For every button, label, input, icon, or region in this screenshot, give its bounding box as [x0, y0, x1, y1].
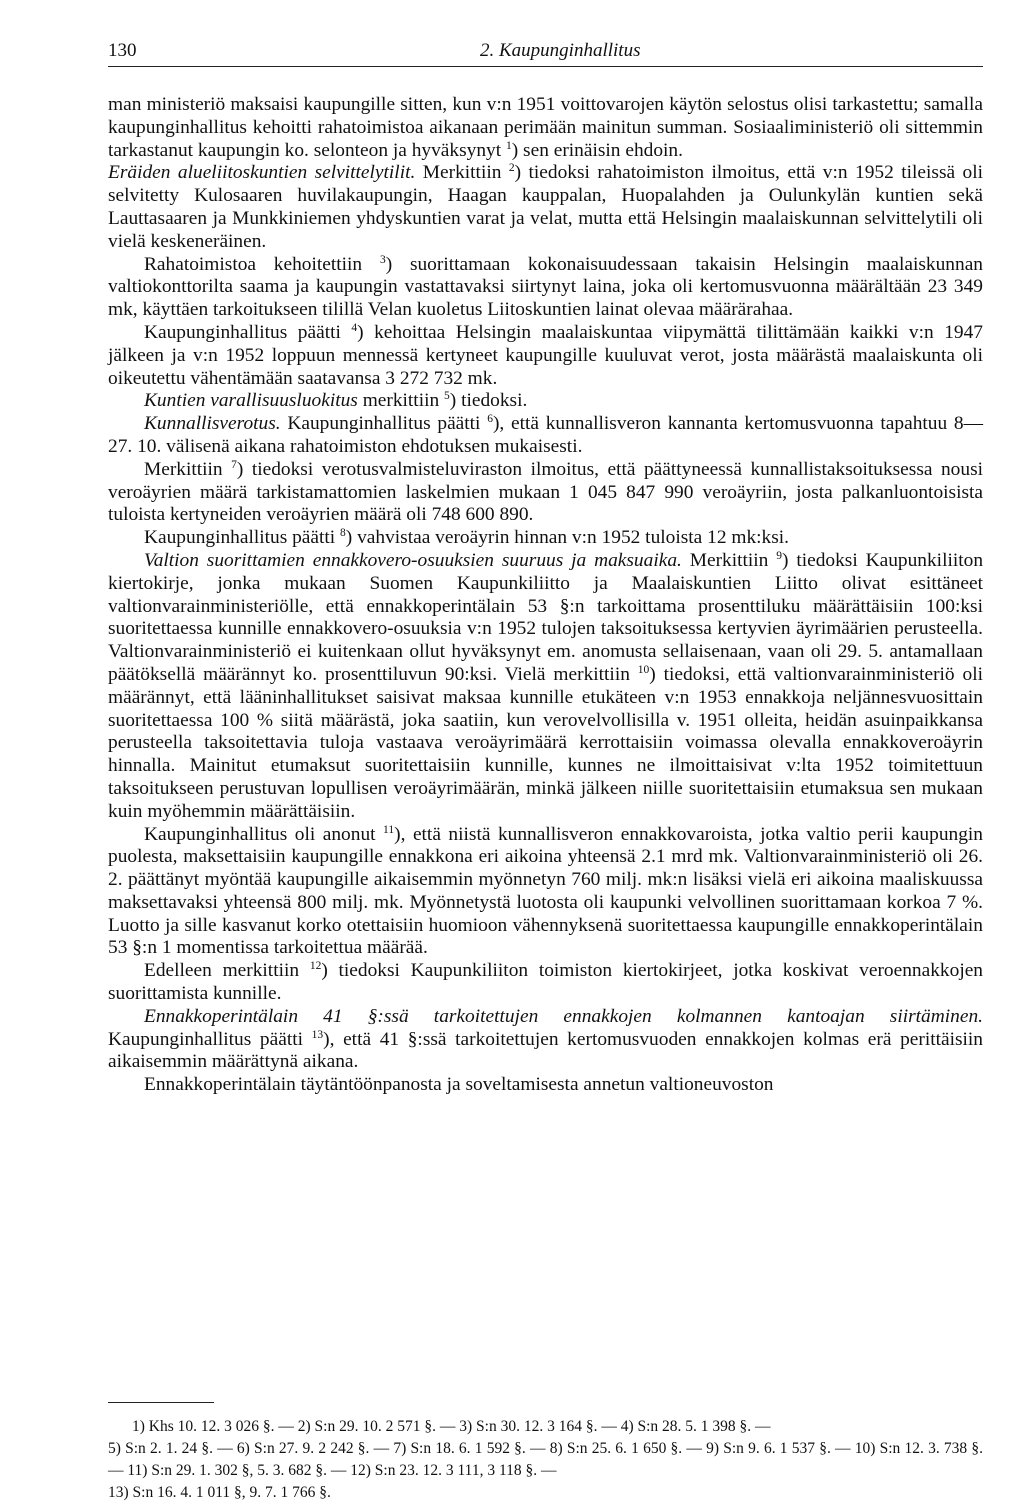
- footnote-ref: 9: [776, 549, 782, 562]
- paragraph: man ministeriö maksaisi kaupungille sitten, kun v:n 1951 voittovarojen käytön selostus olisi tarkastettu; samalla kaupunginhallitus kehoitti rahatoimistoa aikanaan perimään mainitun summan. Sosiaaliministeriö oli sittemmin tarkastanut kaupungin ko. selonteon ja hyväksynyt $^1$) sen erinäisin ehdoin.: [108, 94, 983, 161]
- footnote-ref: 3: [379, 253, 386, 266]
- header-rule: [108, 66, 983, 67]
- paragraph: Kaupunginhallitus päätti $^8$) vahvistaa veroäyrin hinnan v:n 1952 tuloista 12 mk:ksi.: [144, 527, 790, 549]
- footnote-ref: 8: [340, 527, 346, 540]
- page-number: 130: [108, 40, 137, 61]
- paragraph: Eräiden alueliitoskuntien selvittelytilit. Merkittiin $^2$) tiedoksi rahatoimiston ilmoitus, että v:n 1952 tileissä oli selvitetty Kulosaaren huvilakaupungin, Haagan kauppalan, Huopalahden ja Oulunkylän kuntien sekä Lauttasaaren ja Munkkiniemen yhdyskuntien varat ja velat, mutta että Helsingin maalaiskunnan selvittelytili oli vielä keskeneräinen.: [108, 162, 984, 252]
- section-heading: Kuntien varallisuusluokitus: [144, 390, 358, 412]
- footnote-ref: 7: [231, 458, 237, 471]
- document-page: [108, 36, 984, 1096]
- footnote-line: 13) S:n 16. 4. 1 011 §, 9. 7. 1 766 §.: [108, 1484, 331, 1501]
- section-heading: Valtion suorittamien ennakkovero-osuuksien suuruus ja maksuaika.: [144, 549, 682, 571]
- footnote-ref: 6: [487, 413, 493, 426]
- paragraph: Kuntien varallisuusluokitus merkittiin $^5$) tiedoksi.: [144, 390, 528, 412]
- paragraph: Kunnallisverotus. Kaupunginhallitus päätti $^6$), että kunnallisveron kannanta kertomusvuonna tapahtuu 8—27. 10. välisenä aikana rahatoimiston ehdotuksen mukaisesti.: [108, 413, 983, 457]
- footnote-ref: 2: [508, 162, 515, 175]
- footnote-ref: 1: [505, 139, 512, 152]
- footnote-ref: 11: [383, 823, 395, 836]
- body-text: [108, 94, 983, 1097]
- paragraph: Kaupunginhallitus oli anonut $^{11}$), että niistä kunnallisveron ennakkovaroista, jotka valtio perii kaupungin puolesta, maksettaisiin kaupungille ennakkona eri aikoina yhteensä 2.1 mrd mk. Valtionvarainministeriö oli 26. 2. päättänyt myöntää kaupungille aikaisemmin myönnetyn 760 milj. mk:n lisäksi vielä eri aikoina maaliskuussa maksettavaksi yhteensä 800 milj. mk. Myönnetystä luotosta oli kaupunki velvollinen suorittamaan korkoa 7 %. Luotto ja sille kasvanut korko otettaisiin huomioon vähennyksenä suoritettaessa kaupungille ennakkoperintälain 53 §:n 1 momentissa tarkoitettua määrää.: [108, 823, 983, 959]
- footnote-line: 1) Khs 10. 12. 3 026 §. — 2) S:n 29. 10. 2 571 §. — 3) S:n 30. 12. 3 164 §. — 4) S:n 28. 5. 1 398 §. —: [132, 1418, 771, 1435]
- page-header: [108, 36, 983, 66]
- section-heading: Kunnallisverotus.: [144, 413, 281, 435]
- footnotes: [108, 1416, 983, 1504]
- section-heading: Ennakkoperintälain 41 §:ssä tarkoitettujen ennakkojen kolmannen kantoajan siirtäminen.: [144, 1005, 983, 1027]
- paragraph: Kaupunginhallitus päätti $^4$) kehoittaa Helsingin maalaiskuntaa viipymättä tilittämään kaikki v:n 1947 jälkeen ja v:n 1952 loppuun mennessä kertyneet kaupungille kuuluvat verot, josta määrästä maalaiskunta oli oikeutettu vähentämään saatavansa 3 272 732 mk.: [108, 321, 983, 389]
- paragraph: Ennakkoperintälain 41 §:ssä tarkoitettujen ennakkojen kolmannen kantoajan siirtäminen. Kaupunginhallitus päätti $^{13}$), että 41 §:ssä tarkoitettujen kertomusvuoden ennakkojen kolmas erä perittäisiin aikaisemmin määrättynä aikana.: [108, 1005, 984, 1073]
- paragraph: Ennakkoperintälain täytäntöönpanosta ja soveltamisesta annetun valtioneuvoston: [144, 1074, 774, 1096]
- paragraph: Merkittiin $^7$) tiedoksi verotusvalmisteluviraston ilmoitus, että päättyneessä kunnallistaksoituksessa nousi veroäyrien määrä tarkistamattomien laskelmien mukaan 1 045 847 990 veroäyriin, josta palkanluontoisista tuloista kertyneiden veroäyrien määrä oli 748 600 890.: [108, 458, 984, 526]
- footnote-ref: 12: [309, 960, 322, 973]
- paragraph: Edelleen merkittiin $^{12}$) tiedoksi Kaupunkiliiton toimiston kiertokirjeet, jotka koskivat veroennakkojen suorittamista kunnille.: [108, 960, 984, 1005]
- paragraph: Rahatoimistoa kehoitettiin $^3$) suorittamaan kokonaisuudessaan takaisin Helsingin maalaiskunnan valtiokonttorilta saama ja kaupungin vastattavaksi siirtynyt laina, joka oli kertomusvuonna määrältään 23 349 mk, käyttäen tarkoitukseen tilillä Velan kuoletus Liitoskuntien lainat olevaa määrärahaa.: [108, 253, 983, 321]
- footnote-ref: 5: [444, 390, 450, 403]
- footnote-line: 5) S:n 2. 1. 24 §. — 6) S:n 27. 9. 2 242 §. — 7) S:n 18. 6. 1 592 §. — 8) S:n 25. 6. 1 650 §. — 9) S:n 9. 6. 1 537 §. — 10) S:n 12. 3. 738 §. — 11) S:n 29. 1. 302 §, 5. 3. 682 §. — 12) S:n 23. 12. 3 111, 3 118 §. —: [108, 1440, 983, 1479]
- footnote-ref: 4: [351, 321, 358, 334]
- running-head: 2. Kaupunginhallitus: [480, 40, 641, 61]
- footnote-ref: 10: [637, 663, 650, 676]
- section-heading: Eräiden alueliitoskuntien selvittelytilit.: [108, 162, 416, 184]
- footnote-rule: [108, 1402, 214, 1403]
- paragraph: Valtion suorittamien ennakkovero-osuuksien suuruus ja maksuaika. Merkittiin $^9$) tiedoksi Kaupunkiliiton kiertokirje, jonka mukaan Suomen Kaupunkiliitto ja Maalaiskuntien Liitto olivat esittäneet valtionvarainministeriölle, että ennakkoperintälain 53 §:n tarkoittama prosenttiluku määrättäisiin 100:ksi suoritettaessa kunnille ennakkovero-osuuksia v:n 1952 tulojen taksoituksessa kertyvien äyrimäärien perusteella. Valtionvarainministeriö ei kuitenkaan ollut hyväksynyt em. anomusta sellaisenaan, vaan oli 29. 5. antamallaan päätöksellä määrännyt ko. prosenttiluvun 90:ksi. Vielä merkittiin $^{10}$) tiedoksi, että valtionvarainministeriö oli määrännyt, että lääninhallitukset saisivat maksaa kunnille etukäteen v:n 1953 ennakkoja neljännesvuosittain suoritettaessa 100 % siitä määrästä, joka saatiin, kun verovelvollisilla v. 1951 olleita, heidän asuinpaikkansa perusteella taksoitettavia tuloja vastaava veroäyrimäärä kerrottaisiin voimassa olevalla ennakkoveroäyrin hinnalla. Mainitut etumaksut suoritettaisiin kunnille, kunnes ne ilmoittaisivat v:lta 1952 toimitettuun taksoitukseen perustuvan lopullisen veroäyrimäärän, minkä jälkeen niille suoritettaisiin etumaksua sen mukaan kuin myöhemmin määrättäisiin.: [108, 549, 984, 822]
- footnote-ref: 13: [311, 1028, 324, 1041]
